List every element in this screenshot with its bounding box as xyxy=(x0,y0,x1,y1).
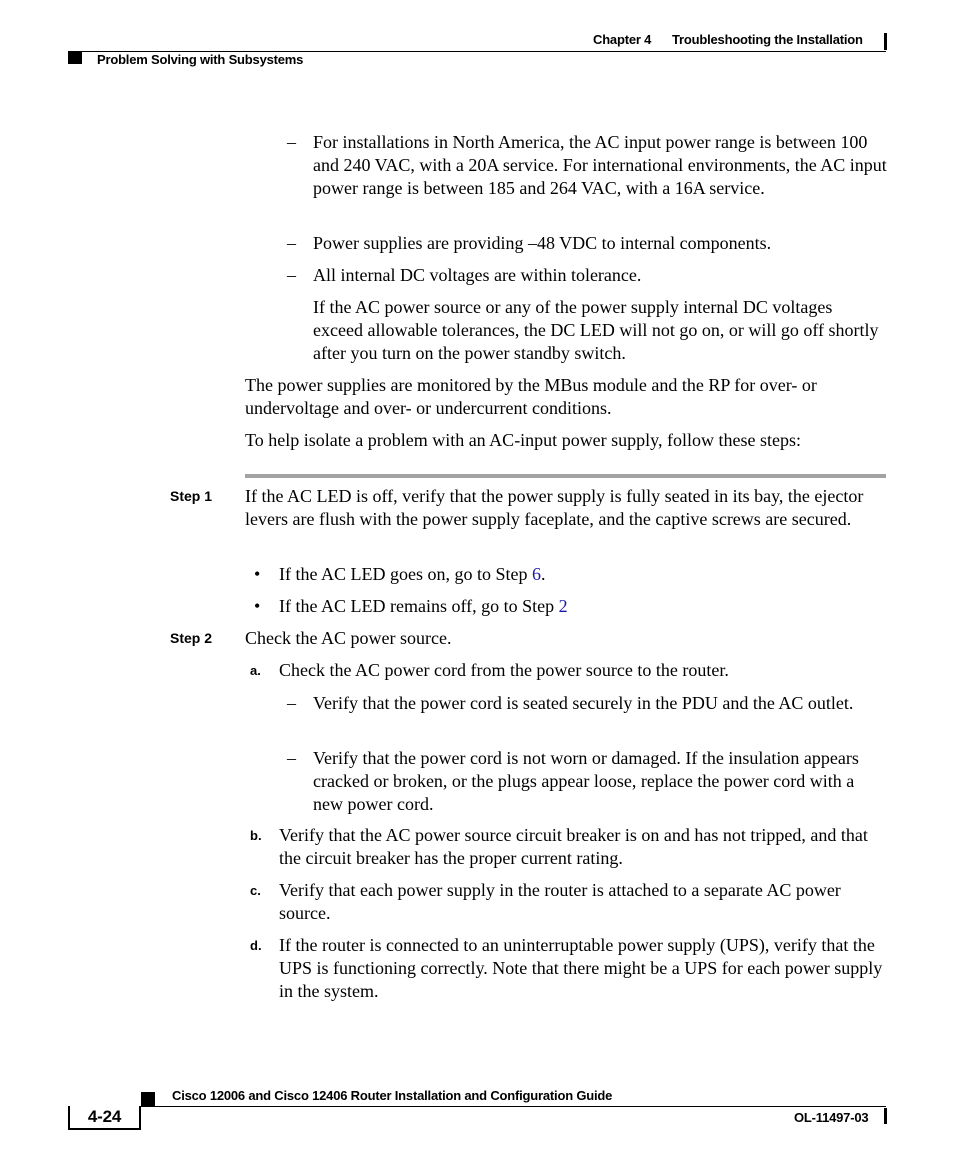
footer-vertical-bar xyxy=(884,1108,887,1124)
header-chapter: Chapter 4 xyxy=(593,32,652,47)
dash-item xyxy=(287,747,887,816)
substep-label-d: d. xyxy=(250,938,262,953)
step-2-text: Check the AC power source. xyxy=(245,628,452,648)
footer-guide-title: Cisco 12006 and Cisco 12406 Router Installation and Configuration Guide xyxy=(172,1088,613,1103)
header-chapter-title: Troubleshooting the Installation xyxy=(672,32,863,47)
tolerance-note: If the AC power source or any of the power supply internal DC voltages exceed allowable tolerances, the DC LED will not go on, or will go off shortly after you turn on the power standby switch. xyxy=(313,297,879,363)
dash-glyph: – xyxy=(287,265,296,285)
paragraph: The power supplies are monitored by the MBus module and the RP for over- or undervoltage and over- or undercurrent conditions. xyxy=(245,375,817,418)
bullet-suffix: . xyxy=(540,564,546,584)
substep-text-d: If the router is connected to an uninterruptable power supply (UPS), verify that the UPS is functioning correctly. Note that there might be a UPS for each power supply in the system. xyxy=(279,935,883,1001)
bullet-glyph: • xyxy=(254,564,261,584)
substep-label-c: c. xyxy=(250,883,261,898)
dash-glyph: – xyxy=(287,233,296,253)
bullet-text: If the AC LED remains off, go to Step xyxy=(279,596,559,616)
step-1-label: Step 1 xyxy=(170,488,213,504)
dash-text: Verify that the power cord is not worn or damaged. If the insulation appears cracked or broken, or the plugs appear loose, replace the power cord with a new power cord. xyxy=(313,748,859,814)
dash-text: All internal DC voltages are within tolerance. xyxy=(313,265,642,285)
bullet-text: If the AC LED goes on, go to Step xyxy=(279,564,532,584)
procedure-rule xyxy=(245,474,886,478)
dash-text: Verify that the power cord is seated securely in the PDU and the AC outlet. xyxy=(313,693,854,713)
dash-item xyxy=(287,232,887,255)
dash-item xyxy=(287,131,887,223)
header-square-marker xyxy=(68,51,82,64)
dash-text: Power supplies are providing –48 VDC to internal components. xyxy=(313,233,772,253)
dash-text: For installations in North America, the AC input power range is between 100 and 240 VAC, with a 20A service. For international environments, the AC input power range is between 185 and 264 VAC, with a 16A service. xyxy=(313,132,887,198)
page-number: 4-24 xyxy=(87,1107,122,1126)
dash-glyph: – xyxy=(287,132,296,152)
dash-item xyxy=(287,264,887,287)
footer-marker-block xyxy=(141,1092,155,1106)
paragraph: To help isolate a problem with an AC-input power supply, follow these steps: xyxy=(245,430,801,450)
substep-text-b: Verify that the AC power source circuit breaker is on and has not tripped, and that the circuit breaker has the proper current rating. xyxy=(279,825,868,868)
dash-item xyxy=(287,692,887,738)
substep-label-b: b. xyxy=(250,828,262,843)
header-section: Problem Solving with Subsystems xyxy=(97,52,304,67)
substep-text-c: Verify that each power supply in the router is attached to a separate AC power source. xyxy=(279,880,841,923)
footer-rule xyxy=(141,1106,886,1107)
dash-glyph: – xyxy=(287,693,296,713)
substep-text-a: Check the AC power cord from the power source to the router. xyxy=(279,660,729,680)
page-number-box xyxy=(68,1106,141,1130)
substep-label-a: a. xyxy=(250,663,261,678)
step-2-link[interactable]: 2 xyxy=(558,596,568,616)
step-6-link[interactable]: 6 xyxy=(531,564,541,584)
footer-doc-number: OL-11497-03 xyxy=(794,1110,869,1125)
bullet-glyph: • xyxy=(254,596,261,616)
dash-glyph: – xyxy=(287,748,296,768)
step-2-label: Step 2 xyxy=(170,630,213,646)
step-1-text: If the AC LED is off, verify that the power supply is fully seated in its bay, the ejector levers are flush with the power supply faceplate, and the captive screws are secured. xyxy=(245,486,864,529)
header-vertical-bar xyxy=(884,33,887,50)
